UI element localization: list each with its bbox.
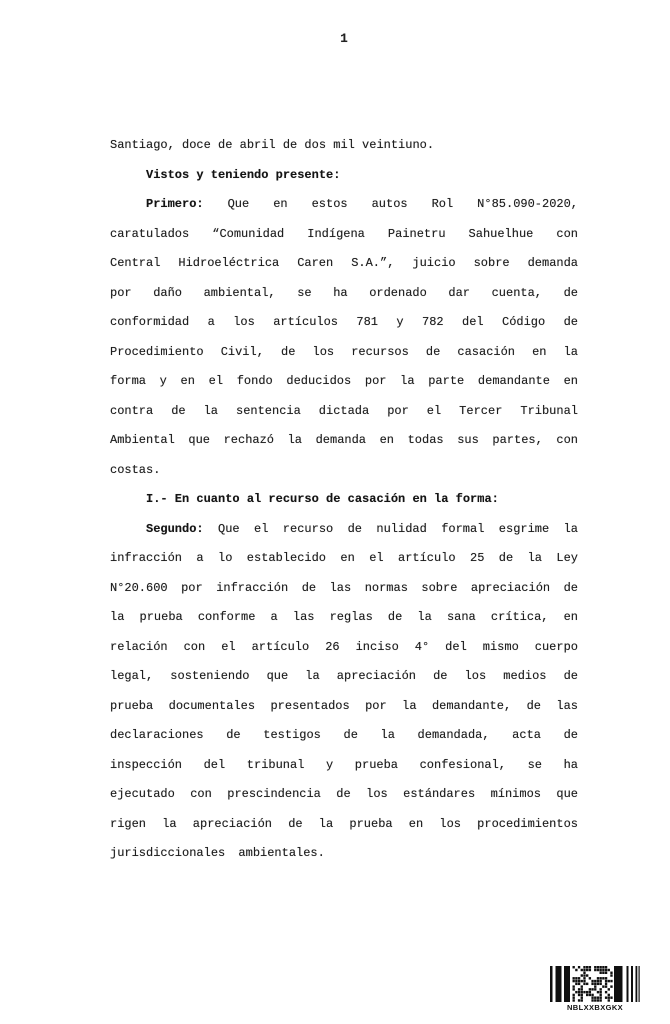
barcode-graphic — [549, 966, 641, 1002]
date-line: Santiago, doce de abril de dos mil veintiuno. — [110, 138, 435, 152]
barcode-label: NBLXXBXGKX — [566, 1003, 624, 1012]
document-body — [110, 131, 578, 869]
paragraph-primero-text: Que en estos autos Rol N°85.090-2020, caratulados “Comunidad Indígena Painetru Sahuelhue con Central Hidroeléctrica Caren S.A.”, juicio sobre demanda por daño ambiental, se ha ordenado dar cuenta, de conformidad a los artículos 781 y 782 del Código de Procedimiento Civil, de los recursos de casación en la forma y en el fondo deducidos por la parte demandante en contra de la sentencia dictada por el Tercer Tribunal Ambiental que rechazó la demanda en todas sus partes, con costas. — [110, 197, 578, 477]
heading-vistos — [110, 161, 578, 191]
paragraph-primero — [110, 190, 578, 485]
heading-casacion-forma — [110, 485, 578, 515]
heading-casacion-forma-text: I.- En cuanto al recurso de casación en la forma: — [146, 492, 499, 506]
paragraph-segundo — [110, 515, 578, 869]
heading-vistos-text: Vistos y teniendo presente: — [146, 167, 341, 182]
page-number: 1 — [340, 32, 348, 46]
barcode — [549, 966, 641, 1012]
paragraph-primero-lead: Primero: — [146, 197, 204, 211]
paragraph-segundo-text: Que el recurso de nulidad formal esgrime la infracción a lo establecido en el artículo 25 de la Ley N°20.600 por infracción de las normas sobre apreciación de la prueba conforme a las reglas de la sana crítica, en relación con el artículo 26 inciso 4° del mismo cuerpo legal, sosteniendo que la apreciación de los medios de prueba documentales presentados por la demandante, de las declaraciones de testigos de la demandada, acta de inspección del tribunal y prueba confesional, se ha ejecutado con prescindencia de los estándares mínimos que rigen la apreciación de la prueba en los procedimientos jurisdiccionales ambientales. — [110, 521, 579, 860]
paragraph-segundo-lead: Segundo: — [146, 521, 204, 536]
